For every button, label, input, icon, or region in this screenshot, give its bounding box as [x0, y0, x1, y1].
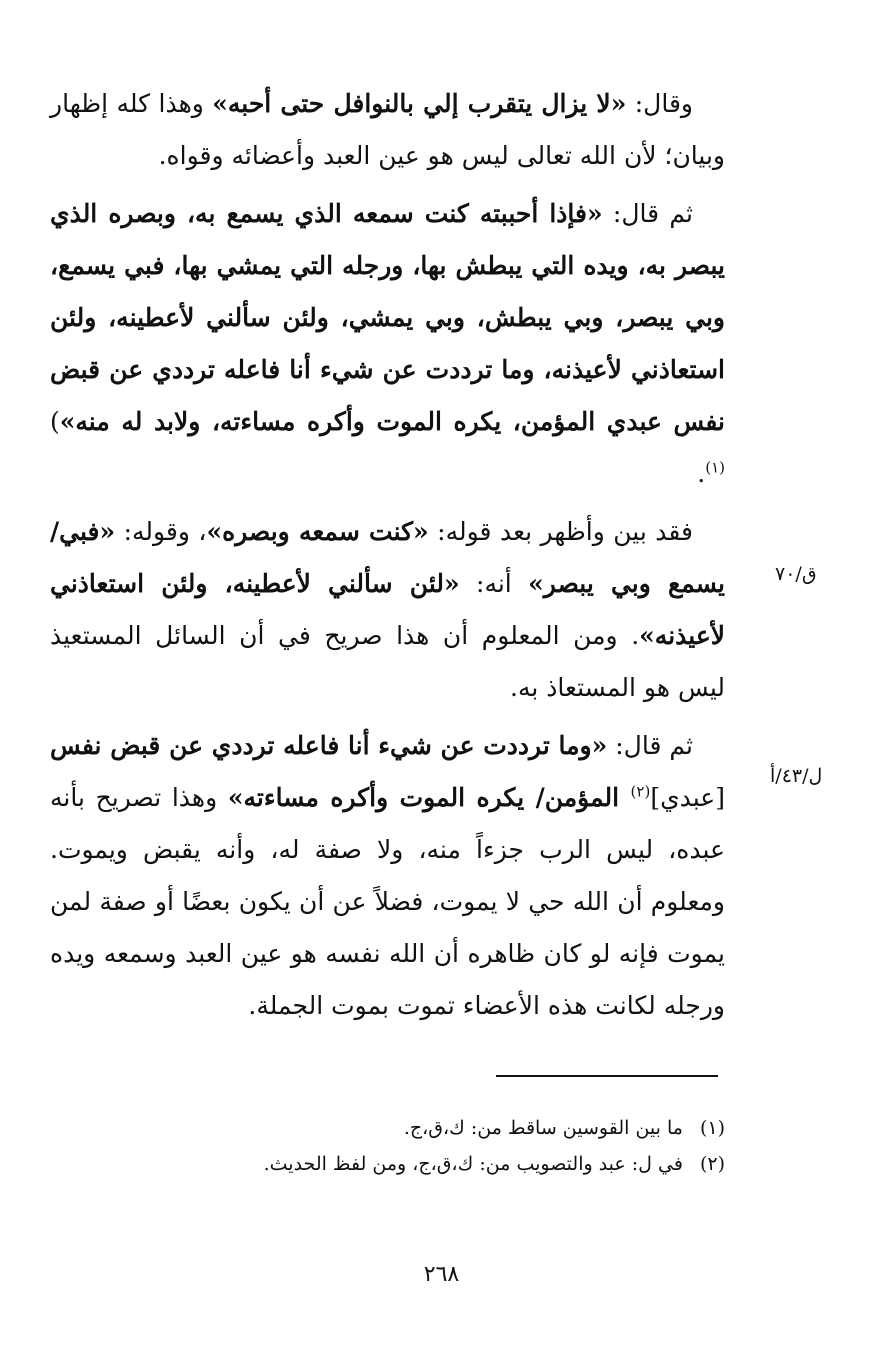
footnote-ref: (٢) — [630, 782, 651, 801]
text-run: ) — [50, 407, 60, 436]
margin-note-q70: ق/٧٠ — [775, 563, 817, 585]
page-number: ٢٦٨ — [423, 1262, 460, 1287]
quoted-text: «وما ترددت عن شيء أنا فاعله ترددي عن قبض نفس — [50, 731, 608, 760]
footnote-text: في ل: عبد والتصويب من: ك،ق،ج، ومن لفظ الحديث. — [263, 1153, 683, 1175]
footnote-2 — [180, 1146, 725, 1182]
footnote-separator — [496, 1075, 718, 1077]
paragraph-2 — [50, 188, 725, 500]
paragraph-1 — [50, 78, 725, 182]
text-run: وقال: — [626, 89, 693, 118]
quoted-text: «كنت سمعه وبصره» — [206, 517, 429, 546]
footnote-text: ما بين القوسين ساقط من: ك،ق،ج. — [403, 1117, 683, 1139]
text-run: وهذا كله إظهار وبيان؛ لأن الله تعالى ليس هو عين العبد وأعضائه وقواه. — [50, 89, 725, 170]
quoted-text: «لا يزال يتقرب إلي بالنوافل حتى أحبه» — [212, 89, 627, 118]
footnote-ref: (١) — [705, 458, 725, 477]
footnote-1 — [180, 1110, 725, 1146]
paragraph-3 — [50, 506, 725, 714]
text-run: ثم قال: — [607, 731, 693, 760]
footnote-number: (٢) — [699, 1153, 725, 1175]
main-text — [50, 78, 725, 1032]
quoted-text: المؤمن/ يكره الموت وأكره مساءته» — [227, 783, 631, 812]
margin-note-l43a: ل/٤٣/أ — [770, 765, 823, 787]
text-run: وهذا تصريح بأنه عبده، ليس الرب جزءاً منه، ولا صفة له، وأنه يقبض ويموت. ومعلوم أن الله حي لا يموت، فضلاً عن أن يكون بعضًا أو صفة لمن يموت فإنه لو كان ظاهره أن الله نفسه هو عين العبد وسمعه ويده ورجله لكانت هذه الأعضاء تموت بموت الجملة. — [50, 783, 725, 1020]
quoted-text: «لئن سألني لأعطينه، ولئن استعاذني لأعيذنه» — [50, 569, 725, 650]
quoted-text: «فبي/ يسمع وبي يبصر» — [50, 517, 725, 598]
text-run: أنه: — [459, 569, 529, 598]
text-run: . ومن المعلوم أن هذا صريح في أن السائل المستعيذ ليس هو المستعاذ به. — [50, 621, 725, 702]
text-run: فقد بين وأظهر بعد قوله: — [428, 517, 693, 546]
paragraph-4 — [50, 720, 725, 1032]
text-run: [عبدي] — [650, 783, 725, 812]
text-run: ، وقوله: — [115, 517, 207, 546]
text-run: . — [697, 459, 706, 488]
footnote-number: (١) — [699, 1117, 725, 1139]
quoted-text: «فإذا أحببته كنت سمعه الذي يسمع به، وبصره الذي يبصر به، ويده التي يبطش بها، ورجله التي يمشي بها، فبي يسمع، وبي يبصر، وبي يبطش، وبي يمشي، ولئن سألني لأعطينه، ولئن استعاذني لأعيذنه، وما ترددت عن شيء أنا فاعله ترددي عن قبض نفس عبدي المؤمن، يكره الموت وأكره مساءته، ولابد له منه» — [50, 199, 725, 436]
footnotes — [180, 1110, 725, 1182]
text-run: ثم قال: — [602, 199, 693, 228]
